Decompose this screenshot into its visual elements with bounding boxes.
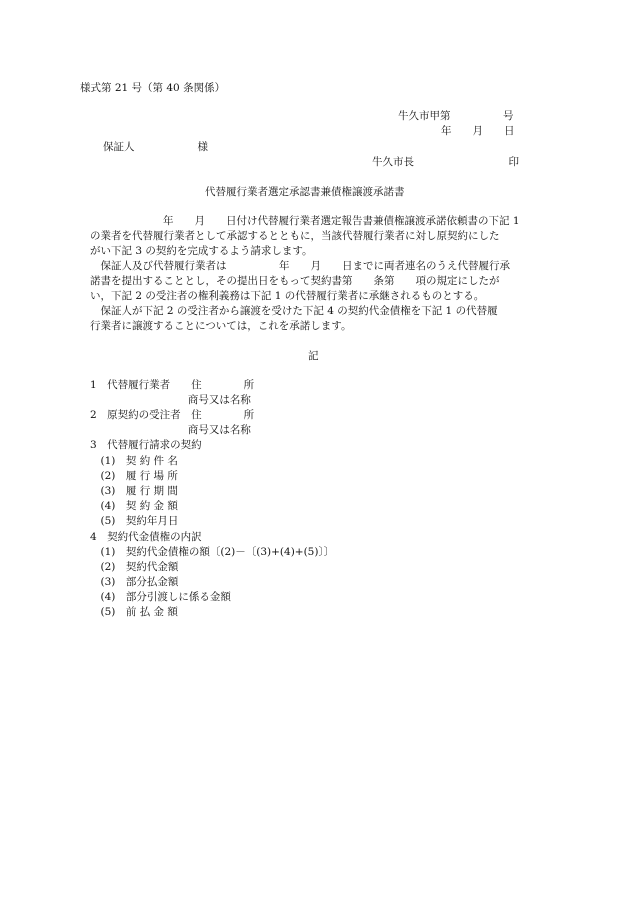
form-id: 様式第 21 号（第 40 条関係） (80, 82, 226, 94)
body-line: の業者を代替履行業者として承認するとともに，当該代替履行業者に対し原契約にした (90, 230, 500, 242)
list-item: 商号又は名称 (90, 424, 251, 436)
list-item: 2 原契約の受注者 住 所 (90, 409, 255, 421)
body-line: 保証人が下記 2 の受注者から譲渡を受けた下記 4 の契約代金債権を下記 1 の代替履 (90, 305, 498, 317)
body-line: がい下記 3 の契約を完成するよう請求します。 (90, 245, 313, 257)
list-item: (5) 契約年月日 (90, 515, 179, 527)
list-item: 4 契約代金債権の内訳 (90, 531, 202, 543)
list-item: 3 代替履行請求の契約 (90, 439, 202, 451)
body-line: い，下記 2 の受注者の権利義務は下記 1 の代替履行業者に承継されるものとする。 (90, 290, 485, 302)
sender-line: 牛久市長 印 (372, 156, 519, 168)
list-item: (5) 前 払 金 額 (90, 606, 178, 618)
list-item: 1 代替履行業者 住 所 (90, 379, 255, 391)
list-item: (1) 契 約 件 名 (90, 455, 178, 467)
list-item: (1) 契約代金債権の額〔(2)－〔(3)+(4)+(5)〕〕 (90, 546, 335, 558)
list-item: (3) 部分払金額 (90, 576, 179, 588)
recipient-line: 保証人 様 (103, 141, 208, 153)
body-line: 保証人及び代替履行業者は 年 月 日までに両者連名のうえ代替履行承 (90, 260, 510, 272)
list-item: (3) 履 行 期 間 (90, 485, 178, 497)
body-line: 行業者に譲渡することについては，これを承諾します。 (90, 320, 352, 332)
list-item: (2) 履 行 場 所 (90, 470, 178, 482)
body-line: 諾書を提出することとし，その提出日をもって契約書第 条第 項の規定にしたが (90, 275, 500, 287)
issue-date: 年 月 日 (441, 125, 515, 137)
list-item: (4) 部分引渡しに係る金額 (90, 591, 231, 603)
document-title: 代替履行業者選定承認書兼債権譲渡承諾書 (205, 186, 405, 198)
doc-number: 牛久市甲第 号 (398, 110, 514, 122)
ki-heading: 記 (308, 350, 319, 362)
body-line: 年 月 日付け代替履行業者選定報告書兼債権譲渡承諾依頼書の下記 1 (100, 215, 520, 227)
list-item: (2) 契約代金額 (90, 561, 179, 573)
list-item: 商号又は名称 (90, 394, 251, 406)
list-item: (4) 契 約 金 額 (90, 500, 178, 512)
